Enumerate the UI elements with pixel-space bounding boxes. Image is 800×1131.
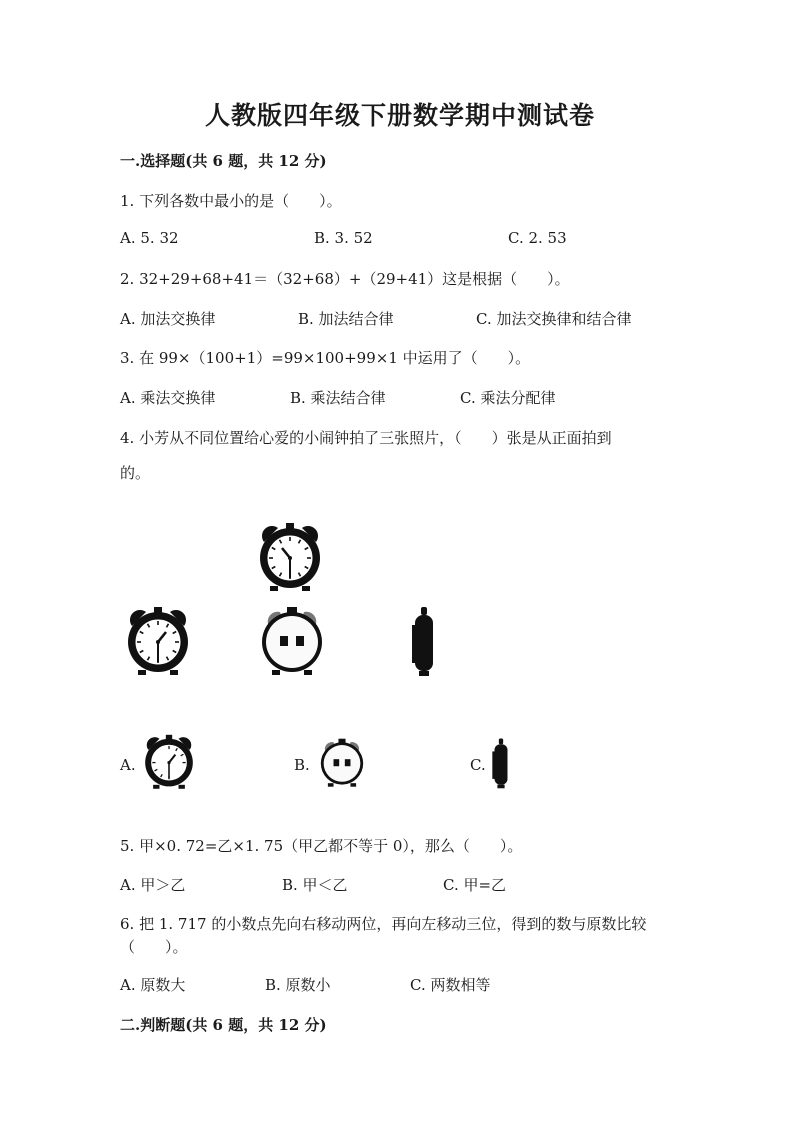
q3-option-b: B. 乘法结合律 xyxy=(290,389,386,407)
q2-option-c: C. 加法交换律和结合律 xyxy=(476,310,632,328)
q5-option-c: C. 甲=乙 xyxy=(443,876,507,894)
question-6-line1: 6. 把 1. 717 的小数点先向右移动两位，再向左移动三位，得到的数与原数比较 xyxy=(120,915,647,933)
question-4-line1: 4. 小芳从不同位置给心爱的小闹钟拍了三张照片，（ ）张是从正面拍到 xyxy=(120,429,612,447)
page-title: 人教版四年级下册数学期中测试卷 xyxy=(204,101,595,130)
q1-option-c: C. 2. 53 xyxy=(508,229,567,247)
question-6-line2: （ ）。 xyxy=(120,938,188,956)
q4-option-c-clock-icon xyxy=(490,737,512,789)
question-3: 3. 在 99×（100+1）=99×100+99×1 中运用了（ ）。 xyxy=(120,349,531,367)
q4-option-b: B. xyxy=(294,756,310,774)
question-5: 5. 甲×0. 72=乙×1. 75（甲乙都不等于 0），那么（ ）。 xyxy=(120,837,523,855)
q5-option-a: A. 甲＞乙 xyxy=(120,876,186,894)
q6-option-b: B. 原数小 xyxy=(265,976,331,994)
q4-option-c: C. xyxy=(470,756,486,774)
question-4-line2: 的。 xyxy=(120,464,151,482)
back-view-clock-left-icon xyxy=(124,604,192,676)
q3-option-a: A. 乘法交换律 xyxy=(120,389,216,407)
q2-option-b: B. 加法结合律 xyxy=(298,310,394,328)
q2-option-a: A. 加法交换律 xyxy=(120,310,216,328)
q1-option-a: A. 5. 32 xyxy=(120,229,179,247)
q4-option-b-clock-icon xyxy=(318,736,366,788)
section-heading-choice: 一.选择题(共 6 题，共 12 分) xyxy=(120,152,327,170)
question-2: 2. 32+29+68+41＝（32+68）+（29+41）这是根据（ ）。 xyxy=(120,270,570,288)
q6-option-a: A. 原数大 xyxy=(120,976,186,994)
q1-option-b: B. 3. 52 xyxy=(314,229,373,247)
q4-option-a-clock-icon xyxy=(142,732,196,790)
q3-option-c: C. 乘法分配律 xyxy=(460,389,556,407)
back-view-clock-icon xyxy=(258,604,326,676)
q5-option-b: B. 甲＜乙 xyxy=(282,876,348,894)
section-heading-judgement: 二.判断题(共 6 题，共 12 分) xyxy=(120,1016,327,1034)
front-view-clock-icon xyxy=(256,520,324,592)
side-view-clock-icon xyxy=(410,605,438,677)
question-1: 1. 下列各数中最小的是（ ）。 xyxy=(120,192,342,210)
q6-option-c: C. 两数相等 xyxy=(410,976,491,994)
q4-option-a: A. xyxy=(120,756,136,774)
